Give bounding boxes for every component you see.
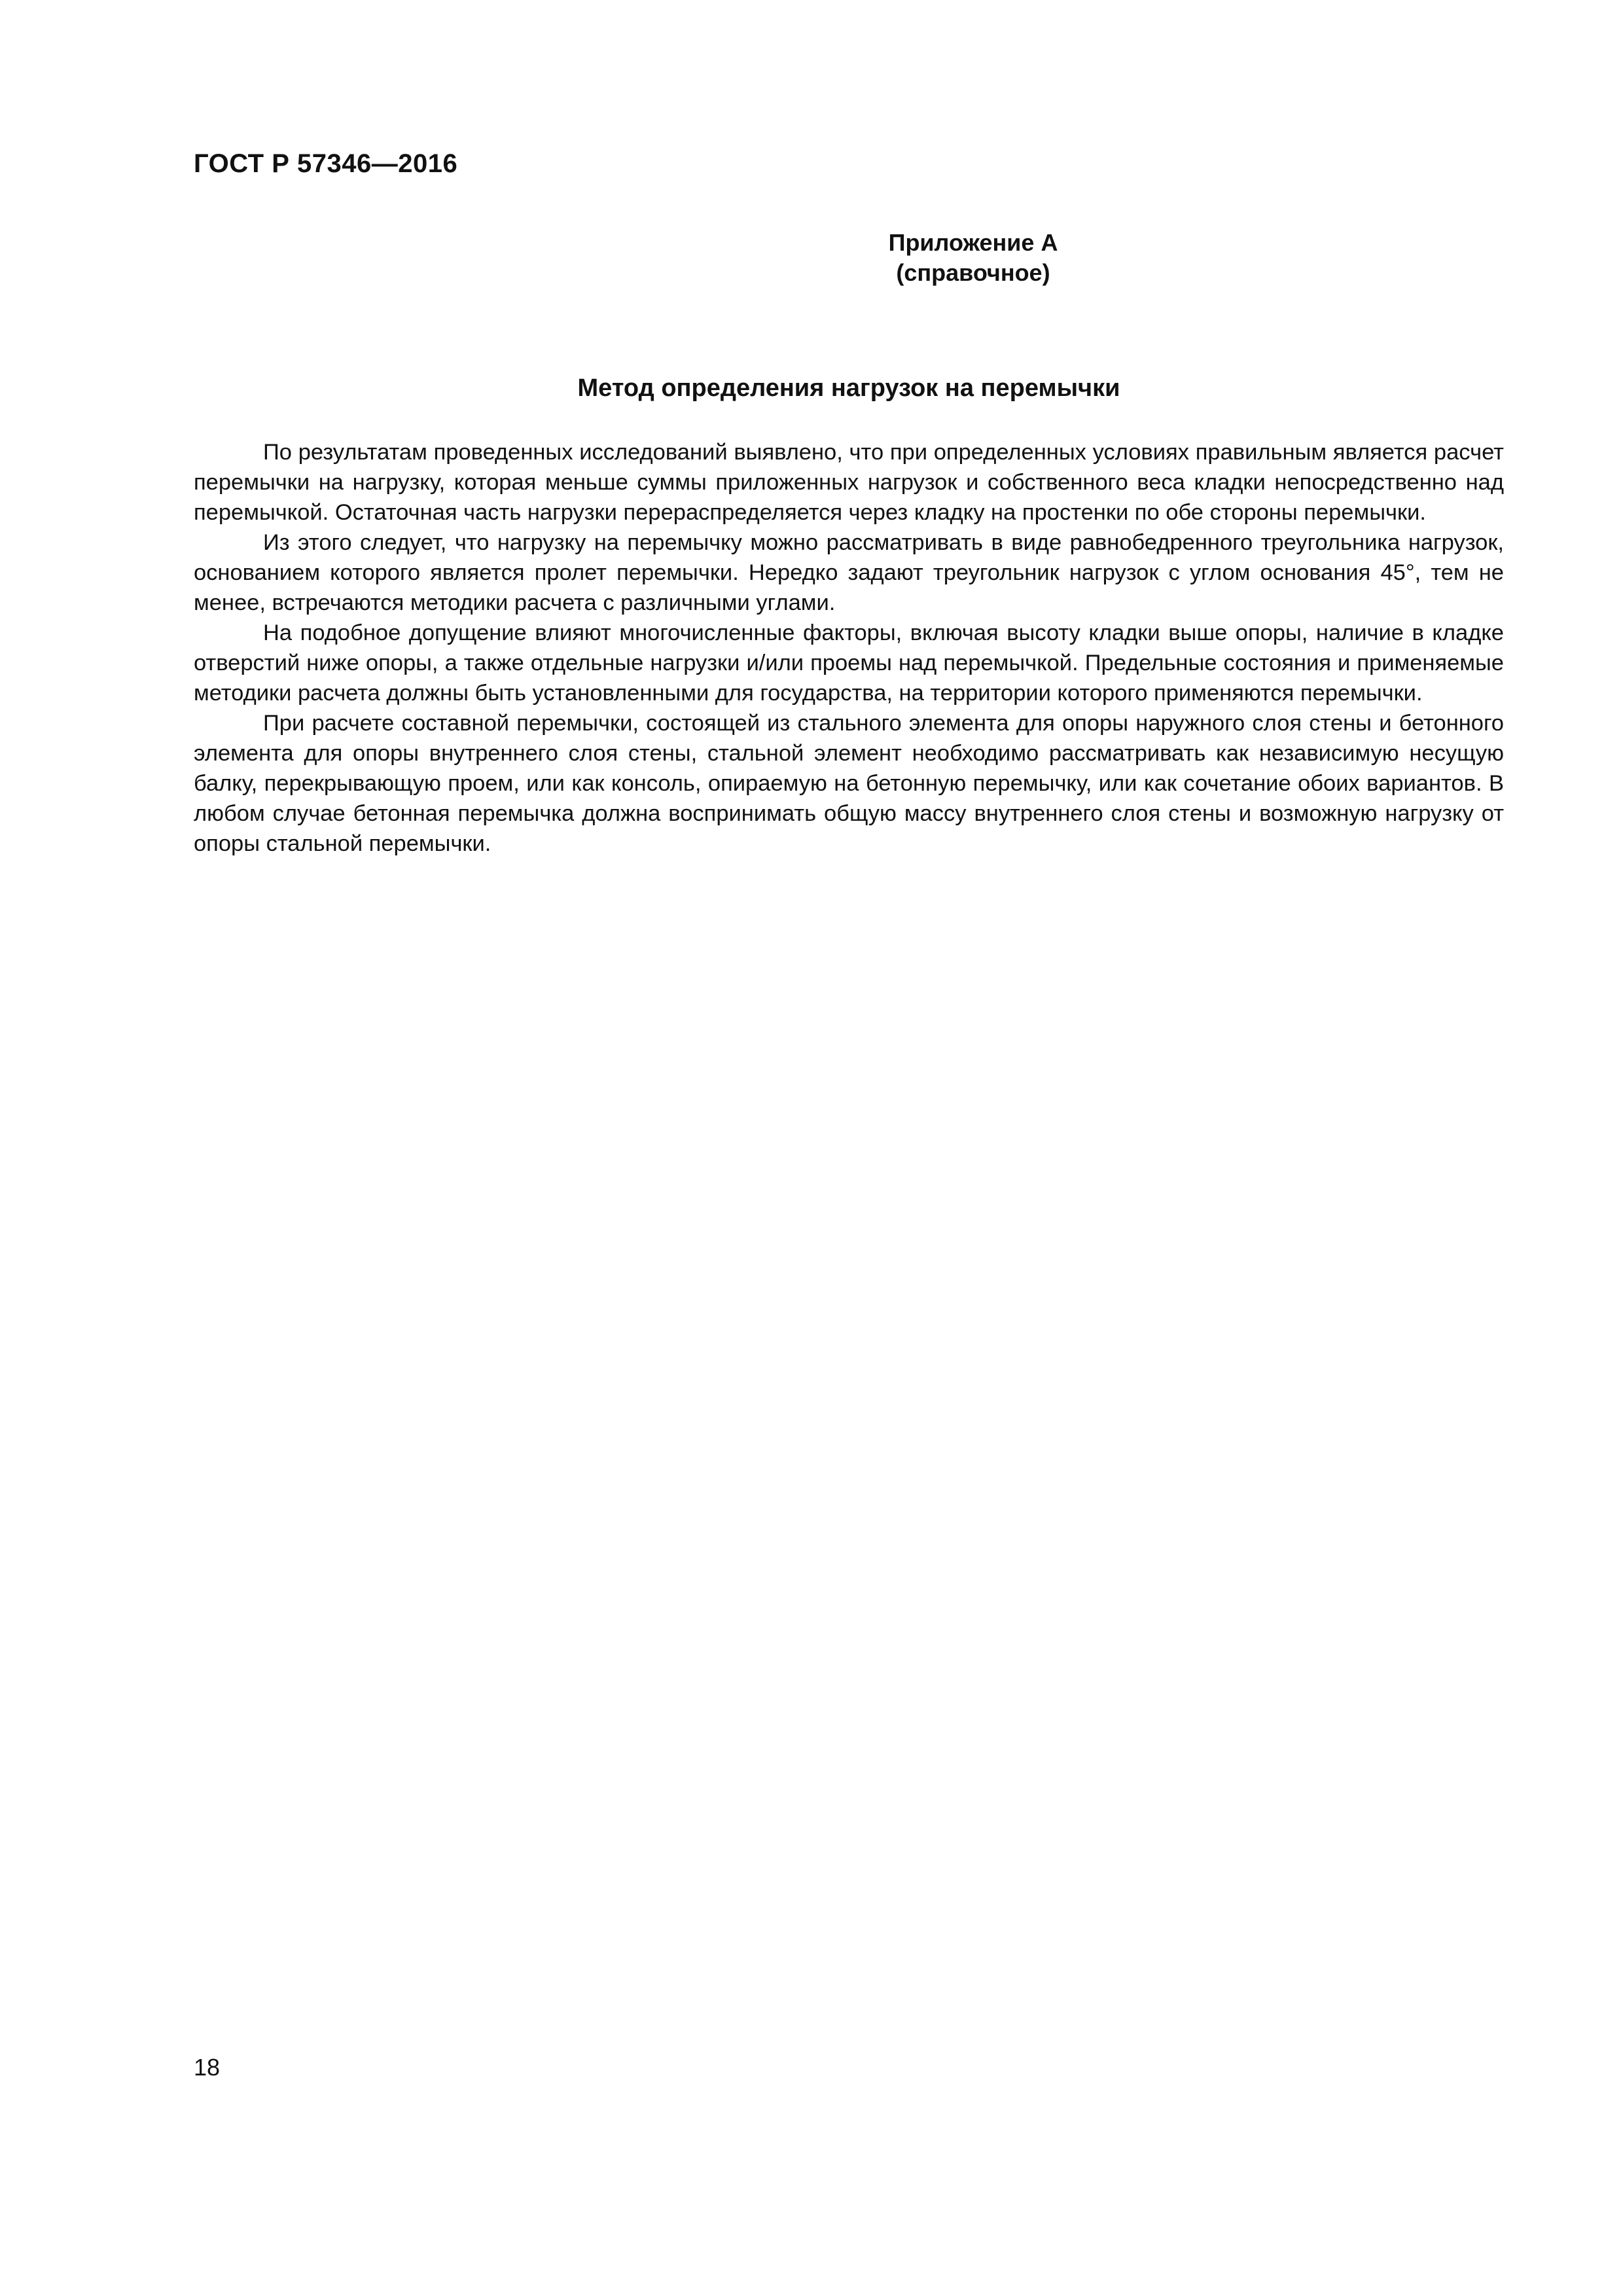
document-header: ГОСТ Р 57346—2016 — [194, 149, 458, 178]
paragraph-2: Из этого следует, что нагрузку на перемычку можно рассматривать в виде равнобедренного треугольника нагрузок, основанием которого является пролет перемычки. Нередко задают треугольник нагрузок с углом основания 45°, тем не менее, встречаются методики расчета с различными углами. — [194, 530, 1504, 615]
paragraph-1: По результатам проведенных исследований выявлено, что при определенных условиях правильным является расчет перемычки на нагрузку, которая меньше суммы приложенных нагрузок и собственного веса кладки непосредственно над перемычкой. Остаточная часть нагрузки перераспределяется через кладку на простенки по обе стороны перемычки. — [194, 440, 1504, 525]
annex-heading — [194, 228, 1504, 288]
body-text — [194, 437, 1504, 859]
paragraph-3: На подобное допущение влияют многочисленные факторы, включая высоту кладки выше опоры, наличие в кладке отверстий ниже опоры, а также отдельные нагрузки и/или проемы над перемычкой. Предельные состояния и применяемые методики расчета должны быть установленными для государства, на территории которого применяются перемычки. — [194, 620, 1504, 706]
annex-type: (справочное) — [896, 259, 1050, 286]
annex-title: Приложение А — [888, 229, 1058, 256]
section-title: Метод определения нагрузок на перемычки — [577, 374, 1120, 402]
paragraph-4: При расчете составной перемычки, состоящей из стального элемента для опоры наружного слоя стены и бетонного элемента для опоры внутреннего слоя стены, стальной элемент необходимо рассматривать как независимую несущую балку, перекрывающую проем, или как консоль, опираемую на бетонную перемычку, или как сочетание обоих вариантов. В любом случае бетонная перемычка должна воспринимать общую массу внутреннего слоя стены и возможную нагрузку от опоры стальной перемычки. — [194, 711, 1504, 856]
page-number: 18 — [194, 2054, 221, 2081]
